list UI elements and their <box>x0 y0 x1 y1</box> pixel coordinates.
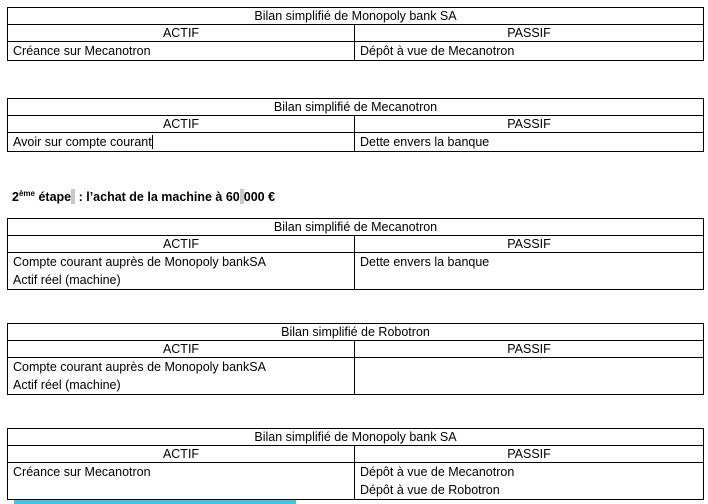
passif-header: PASSIF <box>355 116 704 133</box>
table-title: Bilan simplifié de Mecanotron <box>8 99 704 116</box>
step-word: étape <box>38 190 72 204</box>
table-title: Bilan simplifié de Mecanotron <box>8 219 704 236</box>
passif-cell[interactable] <box>355 253 704 290</box>
actif-cell[interactable] <box>8 253 355 290</box>
passif-cell[interactable] <box>355 463 704 500</box>
table-title: Bilan simplifié de Monopoly bank SA <box>8 429 704 446</box>
actif-item: Compte courant auprès de Monopoly bankSA <box>13 255 266 269</box>
actif-cell[interactable] <box>8 463 355 500</box>
passif-header: PASSIF <box>355 25 704 42</box>
actif-line <box>13 133 349 151</box>
bilan-table-monopoly-2 <box>7 428 704 500</box>
passif-cell[interactable] <box>355 133 704 152</box>
actif-item: Actif réel (machine) <box>13 273 121 287</box>
actif-header: ACTIF <box>8 341 355 358</box>
text-cursor <box>152 135 153 149</box>
actif-item: Avoir sur compte courant <box>13 135 152 149</box>
actif-item: Créance sur Mecanotron <box>13 465 151 479</box>
actif-item: Créance sur Mecanotron <box>13 44 151 58</box>
passif-item: Dépôt à vue de Mecanotron <box>360 44 515 58</box>
actif-header: ACTIF <box>8 236 355 253</box>
passif-header: PASSIF <box>355 341 704 358</box>
passif-cell[interactable] <box>355 42 704 61</box>
step-text-amount: 000 € <box>243 190 276 204</box>
actif-item: Compte courant auprès de Monopoly bankSA <box>13 360 266 374</box>
step-number: 2 <box>12 190 19 204</box>
actif-header: ACTIF <box>8 116 355 133</box>
passif-item: Dette envers la banque <box>360 255 490 269</box>
actif-item: Actif réel (machine) <box>13 378 121 392</box>
passif-header: PASSIF <box>355 236 704 253</box>
actif-cell[interactable] <box>8 358 355 395</box>
passif-cell[interactable] <box>355 358 704 395</box>
bilan-table-monopoly-1 <box>7 7 704 61</box>
passif-item: Dette envers la banque <box>360 135 490 149</box>
table-title: Bilan simplifié de Monopoly bank SA <box>8 8 704 25</box>
actif-cell[interactable] <box>8 42 355 61</box>
passif-item: Dépôt à vue de Mecanotron <box>360 465 515 479</box>
actif-cell[interactable] <box>8 133 355 152</box>
bilan-table-mecanotron-1 <box>7 98 704 152</box>
passif-header: PASSIF <box>355 446 704 463</box>
table-title: Bilan simplifié de Robotron <box>8 324 704 341</box>
selection-highlight <box>14 500 296 504</box>
bilan-table-robotron <box>7 323 704 395</box>
actif-header: ACTIF <box>8 446 355 463</box>
bilan-table-mecanotron-2 <box>7 218 704 290</box>
step-superscript: ème <box>18 189 35 198</box>
step-text: : l’achat de la machine à 60 <box>75 190 240 204</box>
passif-item: Dépôt à vue de Robotron <box>360 483 500 497</box>
step-heading <box>12 189 275 204</box>
actif-header: ACTIF <box>8 25 355 42</box>
